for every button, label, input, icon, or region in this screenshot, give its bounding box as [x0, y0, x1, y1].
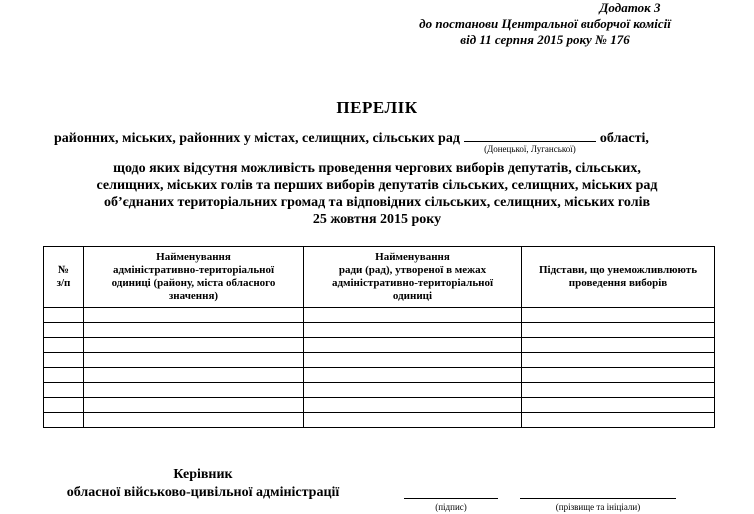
table-cell	[84, 308, 304, 323]
table-cell	[84, 338, 304, 353]
table-row	[44, 353, 715, 368]
signature-line	[404, 498, 498, 512]
appendix-note	[380, 0, 710, 48]
table-body	[44, 308, 715, 428]
table-cell	[44, 398, 84, 413]
table-cell	[44, 338, 84, 353]
appendix-resolution: до постанови Центральної виборчої комісії	[419, 16, 671, 31]
table-row	[44, 398, 715, 413]
table-cell	[44, 413, 84, 428]
table-cell	[522, 383, 715, 398]
table-cell	[84, 383, 304, 398]
table-row	[44, 383, 715, 398]
table-cell	[304, 308, 522, 323]
body-text	[0, 160, 754, 228]
table-cell	[304, 383, 522, 398]
table-cell	[84, 398, 304, 413]
table-cell	[84, 368, 304, 383]
name-hint: (прізвище та ініціали)	[555, 502, 641, 512]
body-line: селищних, міських голів та перших виборів депутатів сільських, селищних, міських рад	[96, 178, 658, 193]
table-row	[44, 338, 715, 353]
table-cell	[44, 383, 84, 398]
table-cell	[304, 398, 522, 413]
table-cell	[84, 353, 304, 368]
table-cell	[304, 368, 522, 383]
table-cell	[522, 353, 715, 368]
table-cell	[522, 413, 715, 428]
signature-block	[48, 466, 358, 502]
name-line	[520, 498, 676, 512]
subtitle-suffix: області,	[599, 131, 649, 146]
table-cell	[522, 323, 715, 338]
table-cell	[44, 308, 84, 323]
table-cell	[304, 323, 522, 338]
table-cell	[304, 353, 522, 368]
table-cell	[84, 413, 304, 428]
table-cell	[44, 353, 84, 368]
signature-hint: (підпис)	[435, 502, 467, 512]
appendix-number: Додаток 3	[599, 0, 661, 15]
table-cell	[522, 308, 715, 323]
region-blank-field	[464, 128, 596, 154]
table-cell	[84, 323, 304, 338]
signer-organization: обласної військово-цивільної адміністрації	[66, 485, 340, 500]
header-council: Найменування ради (рад), утвореної в межах адміністративно-територіальної одиниці	[304, 247, 522, 308]
table-row	[44, 368, 715, 383]
table-cell	[304, 413, 522, 428]
table-cell	[44, 323, 84, 338]
table-row	[44, 413, 715, 428]
table-row	[44, 323, 715, 338]
header-territorial-unit: Найменування адміністративно-територіальної одиниці (району, міста обласного значення)	[84, 247, 304, 308]
councils-table	[43, 246, 715, 428]
body-line: щодо яких відсутня можливість проведення чергових виборів депутатів, сільських,	[113, 161, 641, 176]
table-cell	[522, 368, 715, 383]
signer-role: Керівник	[173, 467, 233, 482]
election-date: 25 жовтня 2015 року	[312, 212, 442, 227]
table-cell	[44, 368, 84, 383]
table-cell	[522, 398, 715, 413]
region-hint: (Донецької, Луганської)	[484, 144, 576, 154]
subtitle-prefix: районних, міських, районних у містах, селищних, сільських рад	[54, 131, 460, 146]
subtitle-row	[54, 128, 649, 154]
header-number: № з/п	[44, 247, 84, 308]
body-line: об’єднаних територіальних громад та відповідних сільських, селищних, міських голів	[103, 195, 651, 210]
table-row	[44, 308, 715, 323]
document-title: ПЕРЕЛІК	[336, 98, 418, 117]
table-header-row	[44, 247, 715, 308]
appendix-date: від 11 серпня 2015 року № 176	[460, 32, 630, 47]
table-cell	[522, 338, 715, 353]
header-grounds: Підстави, що унеможливлюють проведення виборів	[522, 247, 715, 308]
table-cell	[304, 338, 522, 353]
